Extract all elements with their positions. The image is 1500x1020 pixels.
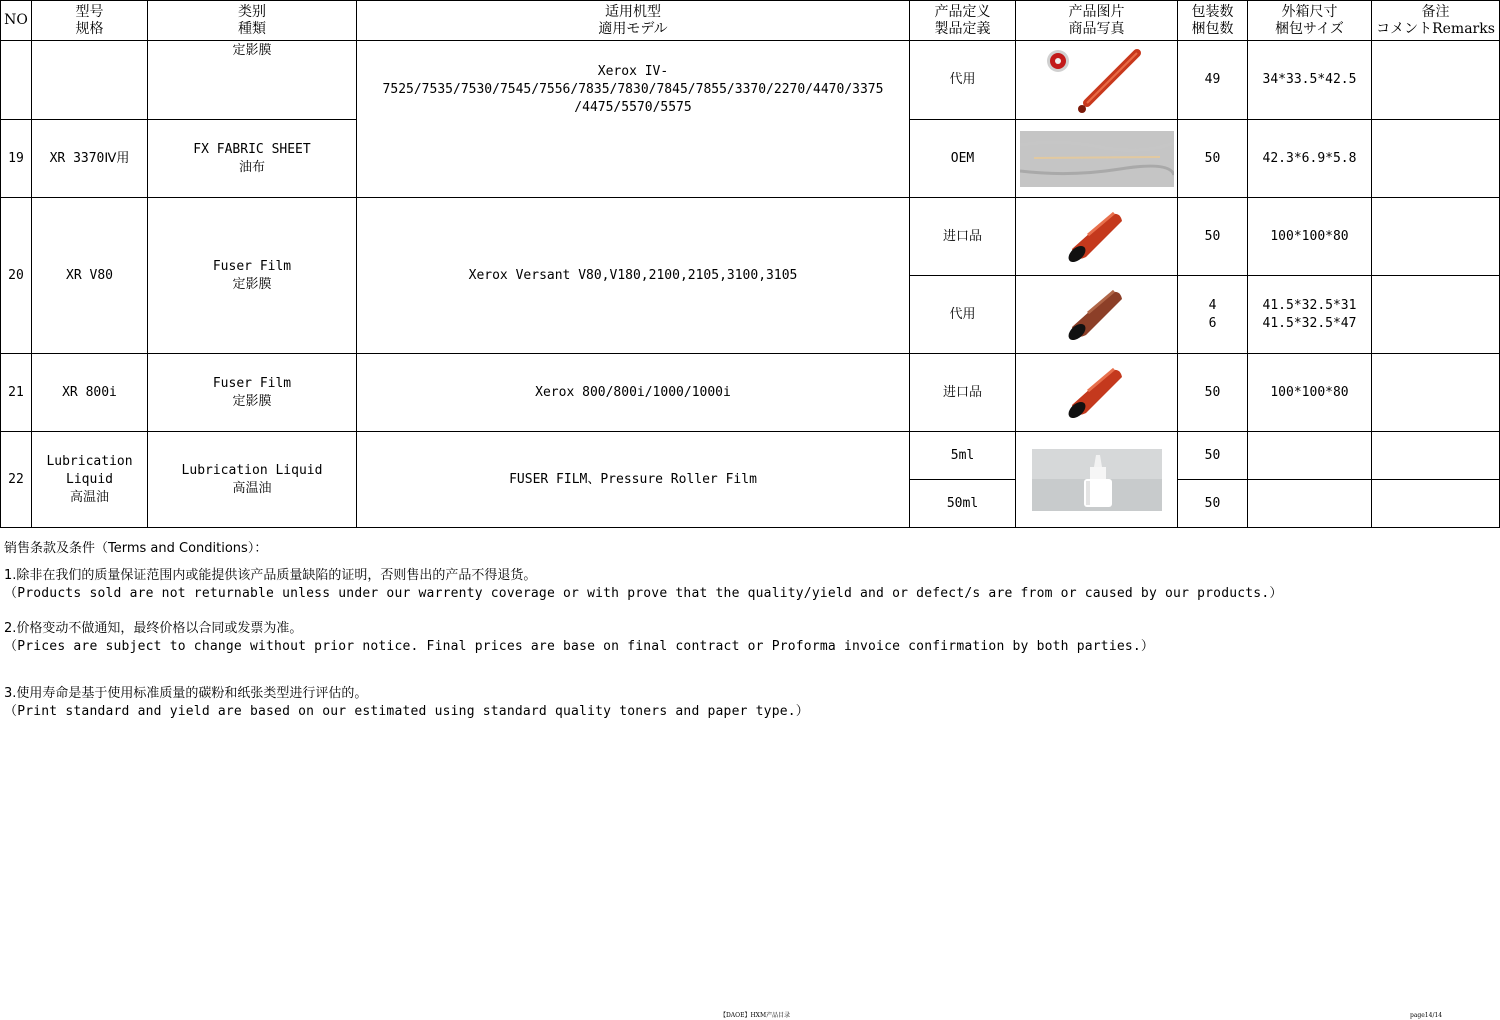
row-remarks xyxy=(1372,198,1500,276)
row-carton-size: 100*100*80 xyxy=(1248,198,1372,276)
table-row xyxy=(1,198,1500,276)
row-definition: OEM xyxy=(910,120,1016,198)
row-model: XR 3370Ⅳ用 xyxy=(32,120,148,198)
red-fuser-film-photo xyxy=(1062,363,1132,423)
fabric-sheet-photo xyxy=(1020,131,1174,187)
term-3-chinese: 3.使用寿命是基于使用标准质量的碳粉和纸张类型进行评估的。 xyxy=(4,686,368,701)
row-model xyxy=(32,41,148,120)
row-pack-qty: 50 xyxy=(1178,120,1248,198)
row-compatible-models: Xerox IV-7525/7535/7530/7545/7556/7835/7830/7845/7855/3370/2270/4470/3375 /4475/5570/5575 xyxy=(357,41,910,198)
red-fuser-film-photo xyxy=(1062,207,1132,267)
table-row xyxy=(1,354,1500,432)
row-photo xyxy=(1016,41,1178,120)
row-remarks xyxy=(1372,432,1500,480)
table-row xyxy=(1,41,1500,120)
term-1-english: （Products sold are not returnable unless under our warrenty coverage or with prove that the quality/yield and or defect/s are from or caused by our products.） xyxy=(4,586,1283,601)
row-remarks xyxy=(1372,276,1500,354)
row-category: Fuser Film 定影膜 xyxy=(148,198,357,354)
row-compatible-models: FUSER FILM、Pressure Roller Film xyxy=(357,432,910,528)
header-definition: 产品定义 製品定義 xyxy=(910,1,1016,41)
header-no: NO xyxy=(1,1,32,41)
terms-and-conditions xyxy=(4,538,1494,721)
row-no xyxy=(1,41,32,120)
footer-catalog-title: 【DAOE】HXM产品目录 xyxy=(720,1012,791,1019)
header-carton-size: 外箱尺寸 梱包サイズ xyxy=(1248,1,1372,41)
row-no: 22 xyxy=(1,432,32,528)
row-remarks xyxy=(1372,480,1500,528)
header-compatible-models: 适用机型 適用モデル xyxy=(357,1,910,41)
row-pack-qty: 4 6 xyxy=(1178,276,1248,354)
row-photo xyxy=(1016,276,1178,354)
header-pack-qty: 包装数 梱包数 xyxy=(1178,1,1248,41)
row-definition: 5ml xyxy=(910,432,1016,480)
row-definition: 代用 xyxy=(910,41,1016,120)
term-3-english: （Print standard and yield are based on our estimated using standard quality toners and paper type.） xyxy=(4,704,809,719)
table-row xyxy=(1,432,1500,480)
term-2-english: （Prices are subject to change without prior notice. Final prices are base on final contract or Proforma invoice confirmation by both parties.） xyxy=(4,639,1155,654)
row-pack-qty: 50 xyxy=(1178,354,1248,432)
row-category: FX FABRIC SHEET 油布 xyxy=(148,120,357,198)
row-carton-size xyxy=(1248,432,1372,480)
header-model: 型号 规格 xyxy=(32,1,148,41)
row-definition: 进口品 xyxy=(910,198,1016,276)
row-category: Fuser Film 定影膜 xyxy=(148,354,357,432)
row-definition: 50ml xyxy=(910,480,1016,528)
term-1-chinese: 1.除非在我们的质量保证范围内或能提供该产品质量缺陷的证明，否则售出的产品不得退货。 xyxy=(4,568,537,583)
oil-dropper-bottle-photo xyxy=(1032,449,1162,511)
row-photo xyxy=(1016,120,1178,198)
row-carton-size: 34*33.5*42.5 xyxy=(1248,41,1372,120)
terms-heading: 销售条款及条件（Terms and Conditions）： xyxy=(4,541,268,556)
header-remarks: 备注 コメントRemarks xyxy=(1372,1,1500,41)
row-model: XR 800i xyxy=(32,354,148,432)
footer-page-number: page14/14 xyxy=(1410,1012,1443,1019)
row-model: XR V80 xyxy=(32,198,148,354)
row-remarks xyxy=(1372,41,1500,120)
red-fuser-roller-photo xyxy=(1042,45,1152,115)
row-no: 21 xyxy=(1,354,32,432)
header-photo: 产品图片 商品写真 xyxy=(1016,1,1178,41)
row-photo xyxy=(1016,354,1178,432)
row-carton-size xyxy=(1248,480,1372,528)
row-pack-qty: 50 xyxy=(1178,198,1248,276)
row-no: 19 xyxy=(1,120,32,198)
row-carton-size: 100*100*80 xyxy=(1248,354,1372,432)
row-definition: 代用 xyxy=(910,276,1016,354)
header-category: 类别 種類 xyxy=(148,1,357,41)
row-no: 20 xyxy=(1,198,32,354)
row-pack-qty: 50 xyxy=(1178,480,1248,528)
table-header-row xyxy=(1,1,1500,41)
row-category: Lubrication Liquid 高温油 xyxy=(148,432,357,528)
row-compatible-models: Xerox 800/800i/1000/1000i xyxy=(357,354,910,432)
row-definition: 进口品 xyxy=(910,354,1016,432)
row-model: Lubrication Liquid 高温油 xyxy=(32,432,148,528)
brown-fuser-film-photo xyxy=(1062,285,1132,345)
row-pack-qty: 50 xyxy=(1178,432,1248,480)
row-carton-size: 41.5*32.5*31 41.5*32.5*47 xyxy=(1248,276,1372,354)
term-2-chinese: 2.价格变动不做通知，最终价格以合同或发票为准。 xyxy=(4,621,303,636)
row-photo xyxy=(1016,198,1178,276)
row-category: 定影膜 xyxy=(148,41,357,120)
row-compatible-models: Xerox Versant V80,V180,2100,2105,3100,3105 xyxy=(357,198,910,354)
row-photo xyxy=(1016,432,1178,528)
row-remarks xyxy=(1372,354,1500,432)
row-remarks xyxy=(1372,120,1500,198)
row-pack-qty: 49 xyxy=(1178,41,1248,120)
row-carton-size: 42.3*6.9*5.8 xyxy=(1248,120,1372,198)
